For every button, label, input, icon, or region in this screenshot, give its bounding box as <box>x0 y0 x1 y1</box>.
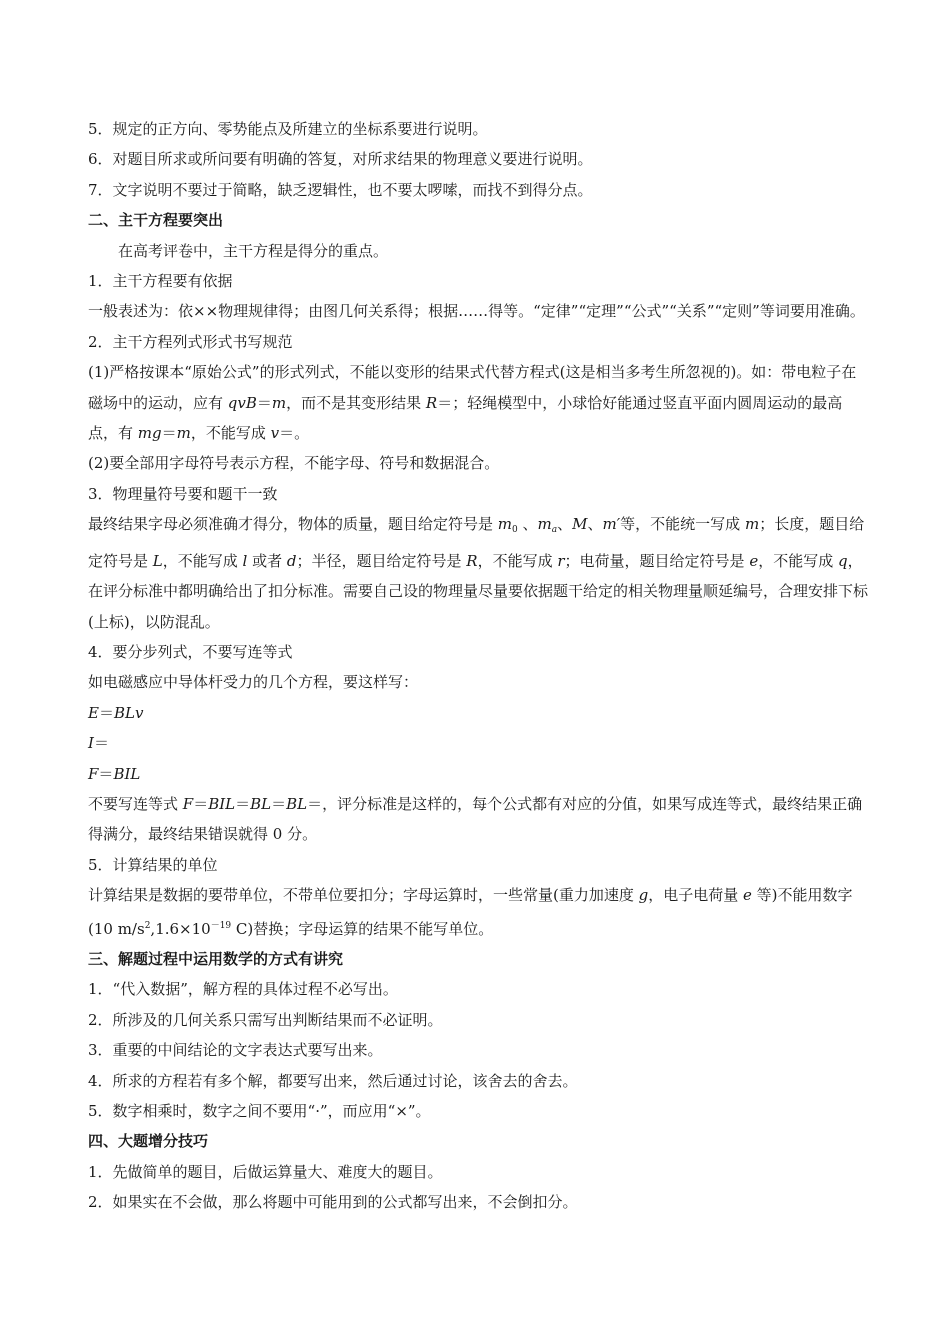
formula: v <box>270 424 280 443</box>
section-intro: 在高考评卷中，主干方程是得分的重点。 <box>118 241 389 260</box>
paragraph-units: 计算结果是数据的要带单位，不带单位要扣分；字母运算时，一些常量(重力加速度 g，电子电荷量 e 等)不能用数字(10 $m/s^2,1.6\times 10^{-19}$ C)替换；字母运算的结果不能写单位。 <box>88 886 853 938</box>
subsection-title: 3．物理量符号要和题干一致 <box>88 484 278 503</box>
paragraph-chain-equation: 不要写连等式 F＝BIL＝BL＝BL＝，评分标准是这样的，每个公式都有对应的分值，如果写成连等式，最终结果正确得满分，最终结果错误就得 0 分。 <box>88 794 863 844</box>
subsection-title: 5．计算结果的单位 <box>88 855 218 874</box>
formula: m <box>271 393 287 412</box>
document-page <box>88 114 870 1218</box>
equation: I＝ <box>88 734 109 753</box>
subsection-title: 1．主干方程要有依据 <box>88 272 233 291</box>
equation: F＝BIL <box>88 764 141 783</box>
list-item: 1．先做简单的题目，后做运算量大、难度大的题目。 <box>88 1162 443 1181</box>
paragraph-original-formula: (1)严格按课本“原始公式”的形式列式，不能以变形的结果式代替方程式(这是相当多考生所忽视的)。如：带电粒子在磁场中的运动，应有 qvB＝m，而不是其变形结果 R＝；轻绳模型中，小球恰好能通过竖直平面内圆周运动的最高点，有 mg＝m，不能写成 v＝。 <box>88 363 857 443</box>
list-item: 5．数字相乘时，数字之间不要用“·”，而应用“×”。 <box>88 1102 431 1120</box>
list-item: 7．文字说明不要过于简略，缺乏逻辑性，也不要太啰嗦，而找不到得分点。 <box>88 180 593 199</box>
formula: mg <box>137 424 162 443</box>
list-item: 6．对题目所求或所问要有明确的答复，对所求结果的物理意义要进行说明。 <box>88 150 593 169</box>
paragraph: 一般表述为：依××物理规律得；由图几何关系得；根据……得等。“定律”“定理”“公式”“关系”“定则”等词要用准确。 <box>88 302 865 321</box>
list-item: 2．如果实在不会做，那么将题中可能用到的公式都写出来，不会倒扣分。 <box>88 1193 578 1212</box>
formula: m <box>176 424 191 443</box>
equation: E＝BLv <box>88 703 144 722</box>
subsection-title: 4．要分步列式，不要写连等式 <box>88 642 293 661</box>
list-item: 1．“代入数据”，解方程的具体过程不必写出。 <box>88 980 398 999</box>
list-item: 2．所涉及的几何关系只需写出判断结果而不必证明。 <box>88 1010 443 1029</box>
list-item: 4．所求的方程若有多个解，都要写出来，然后通过讨论，该舍去的舍去。 <box>88 1071 578 1090</box>
subsection-title: 2．主干方程列式形式书写规范 <box>88 332 293 351</box>
list-item: 3．重要的中间结论的文字表达式要写出来。 <box>88 1041 383 1060</box>
section-heading-4: 四、大题增分技巧 <box>88 1132 209 1151</box>
section-heading-2: 二、主干方程要突出 <box>88 211 224 230</box>
paragraph: 如电磁感应中导体杆受力的几个方程，要这样写： <box>88 673 419 692</box>
paragraph-symbols: 最终结果字母必须准确才得分，物体的质量，题目给定符号是 $m_0$ 、$m_a$、M、m′等，不能统一写成 m；长度，题目给定符号是 L，不能写成 l 或者 d；半径，题目给定符号是 R，不能写成 r；电荷量，题目给定符号是 e，不能写成 q，在评分标准中都明确给出了扣分标准。需要自己设的物理量尽量要依据题干给定的相关物理量顺延编号，合理安排下标(上标)，以防混乱。 <box>88 515 869 631</box>
paragraph: (2)要全部用字母符号表示方程，不能字母、符号和数据混合。 <box>88 454 500 473</box>
list-item: 5．规定的正方向、零势能点及所建立的坐标系要进行说明。 <box>88 120 488 138</box>
formula: qvB <box>227 393 257 412</box>
formula: R <box>425 393 438 412</box>
section-heading-3: 三、解题过程中运用数学的方式有讲究 <box>88 949 344 968</box>
